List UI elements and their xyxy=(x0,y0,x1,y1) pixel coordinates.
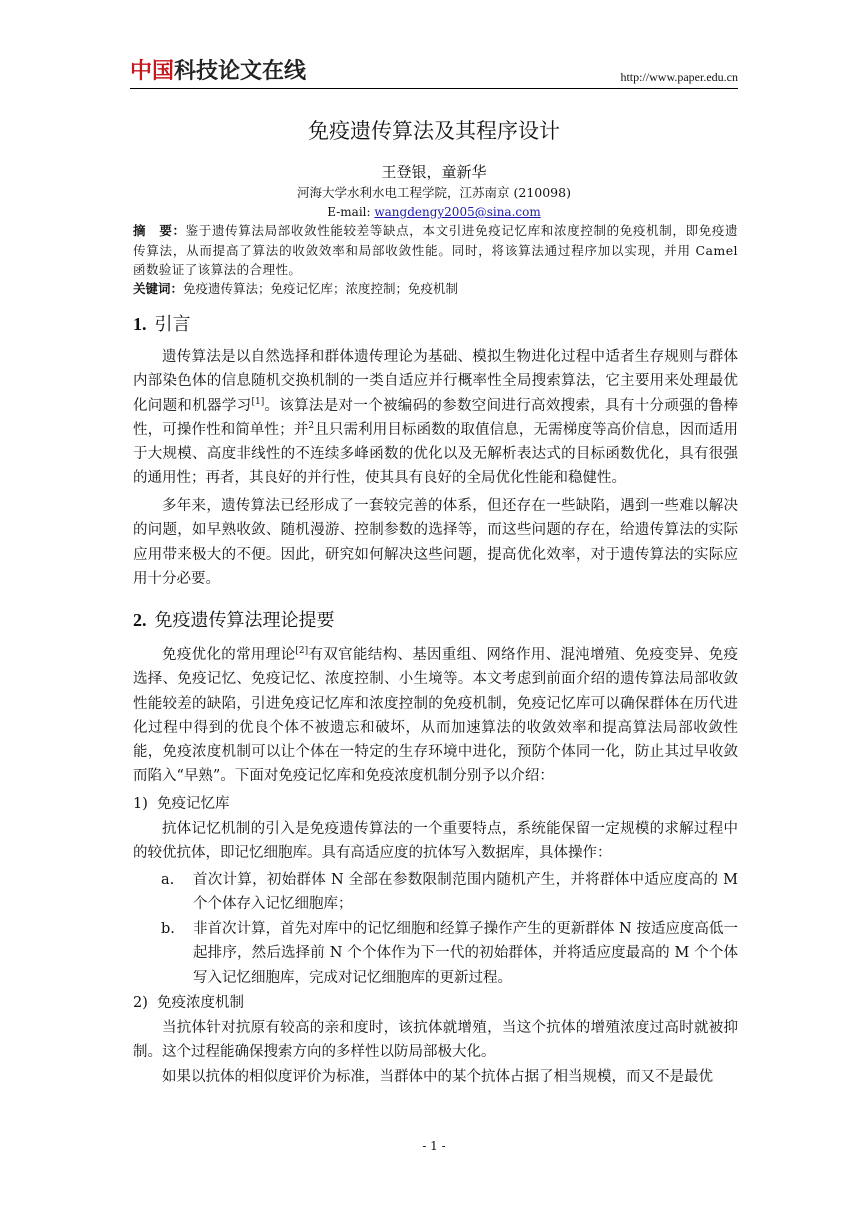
list-number: 1) xyxy=(133,796,148,812)
paragraph xyxy=(133,643,738,789)
paragraph: 如果以抗体的相似度评价为标准，当群体中的某个抗体占据了相当规模，而又不是最优 xyxy=(162,1069,713,1085)
abstract-label: 摘 要： xyxy=(133,223,186,238)
sub-item-a xyxy=(161,868,738,917)
abstract-text: 鉴于遗传算法局部收敛性能较差等缺点，本文引进免疫记忆库和浓度控制的免疫机制，即免疫遗传算法，从而提高了算法的收敛效率和局部收敛性能。同时，将该算法通过程序加以实现，并用 Camel 函数验证了该算法的合理性。 xyxy=(133,223,738,277)
sub-item-text: 首次计算，初始群体 N 全部在参数限制范围内随机产生，并将群体中适应度高的 M 个个体存入记忆细胞库； xyxy=(193,872,738,913)
paragraph xyxy=(133,345,738,491)
email-label: E-mail: xyxy=(327,205,375,219)
site-logo xyxy=(130,58,306,86)
header-rule xyxy=(130,88,738,89)
paragraph-text: 免疫优化的常用理论 xyxy=(162,647,296,663)
logo-part-china: 中国 xyxy=(130,59,175,84)
abstract xyxy=(133,221,738,280)
citation-ref: [2] xyxy=(295,646,309,657)
section-number: 1. xyxy=(133,314,147,334)
page-header xyxy=(130,58,738,90)
paragraph-text: 遗传算法是以自然选择和群体遗传理论为基础、模拟生物进化过程中适者生存规则与群体内部染色体的信息随机交换机制的一类自适应并行概率性全局搜索算法，它主要用来处理最优化问题和机器学习 xyxy=(133,349,738,414)
superscript-mark: 2 xyxy=(308,421,315,432)
list-label: 免疫记忆库 xyxy=(157,796,230,812)
paragraph: 多年来，遗传算法已经形成了一套较完善的体系，但还存在一些缺陷，遇到一些难以解决的问题，如早熟收敛、随机漫游、控制参数的选择等，而这些问题的存在，给遗传算法的实际应用带来极大的不便。因此，研究如何解决这些问题，提高优化效率，对于遗传算法的实际应用十分必要。 xyxy=(133,498,738,587)
logo-part-paper-online: 科技论文在线 xyxy=(174,59,307,84)
paragraph-text: 。该算法是对一个被编码的参数空间进行高效搜索，具有十分顽强的鲁棒性，可操作性和简单性；并 xyxy=(133,397,739,438)
section-title: 免疫遗传算法理论提要 xyxy=(154,610,335,631)
paragraph: 当抗体针对抗原有较高的亲和度时，该抗体就增殖，当这个抗体的增殖浓度过高时就被抑制。这个过程能确保搜索方向的多样性以防局部极大化。 xyxy=(133,1020,738,1061)
sub-item-marker: b. xyxy=(161,921,175,937)
paper-title: 免疫遗传算法及其程序设计 xyxy=(308,119,560,143)
list-item-memory-library xyxy=(133,793,230,815)
section-heading-theory xyxy=(133,607,335,634)
paper-affiliation: 河海大学水利水电工程学院，江苏南京 (210098) xyxy=(297,185,571,200)
section-number: 2. xyxy=(133,610,147,630)
sub-item-text: 非首次计算，首先对库中的记忆细胞和经算子操作产生的更新群体 N 按适应度高低一起排序，然后选择前 N 个个体作为下一代的初始群体，并将适应度最高的 M 个个体写入记忆细胞库，完成对记忆细胞库的更新过程。 xyxy=(193,921,738,986)
keywords-label: 关键词： xyxy=(133,281,184,296)
paragraph: 抗体记忆机制的引入是免疫遗传算法的一个重要特点，系统能保留一定规模的求解过程中的较优抗体，即记忆细胞库。具有高适应度的抗体写入数据库，具体操作： xyxy=(133,821,738,862)
keywords-text: 免疫遗传算法；免疫记忆库；浓度控制；免疫机制 xyxy=(183,281,459,296)
header-url: http://www.paper.edu.cn xyxy=(620,70,738,84)
citation-ref: [1] xyxy=(251,396,265,407)
paper-email-line xyxy=(0,204,868,220)
paragraph-text: 有双官能结构、基因重组、网络作用、混沌增殖、免疫变异、免疫选择、免疫记忆、免疫记忆、浓度控制、小生境等。本文考虑到前面介绍的遗传算法局部收敛性能较差的缺陷，引进免疫记忆库和浓度控制的免疫机制，免疫记忆库可以确保群体在历代进化过程中得到的优良个体不被遗忘和破坏，从而加速算法的收敛效率和提高算法局部收敛性能，免疫浓度机制可以让个体在一特定的生存环境中进化，预防个体同一化，防止其过早收敛而陷入“早熟”。下面对免疫记忆库和免疫浓度机制分别予以介绍： xyxy=(133,647,739,785)
paper-authors: 王登银，童新华 xyxy=(381,163,487,181)
page-number: - 1 - xyxy=(422,1139,446,1153)
keywords xyxy=(133,279,738,298)
list-label: 免疫浓度机制 xyxy=(157,995,244,1011)
list-item-concentration-mechanism xyxy=(133,992,244,1014)
sub-item-b xyxy=(161,917,738,990)
paragraph-text: 且只需利用目标函数的取值信息，无需梯度等高价信息，因而适用于大规模、高度非线性的不连续多峰函数的优化以及无解析表达式的目标函数优化，具有很强的通用性；再者，其良好的并行性，使其具有良好的全局优化性能和稳健性。 xyxy=(133,421,739,487)
email-link[interactable]: wangdengy2005@sina.com xyxy=(374,205,541,219)
section-title: 引言 xyxy=(154,314,191,335)
section-heading-introduction xyxy=(133,311,191,338)
list-number: 2) xyxy=(133,995,148,1011)
sub-item-marker: a. xyxy=(161,872,175,888)
